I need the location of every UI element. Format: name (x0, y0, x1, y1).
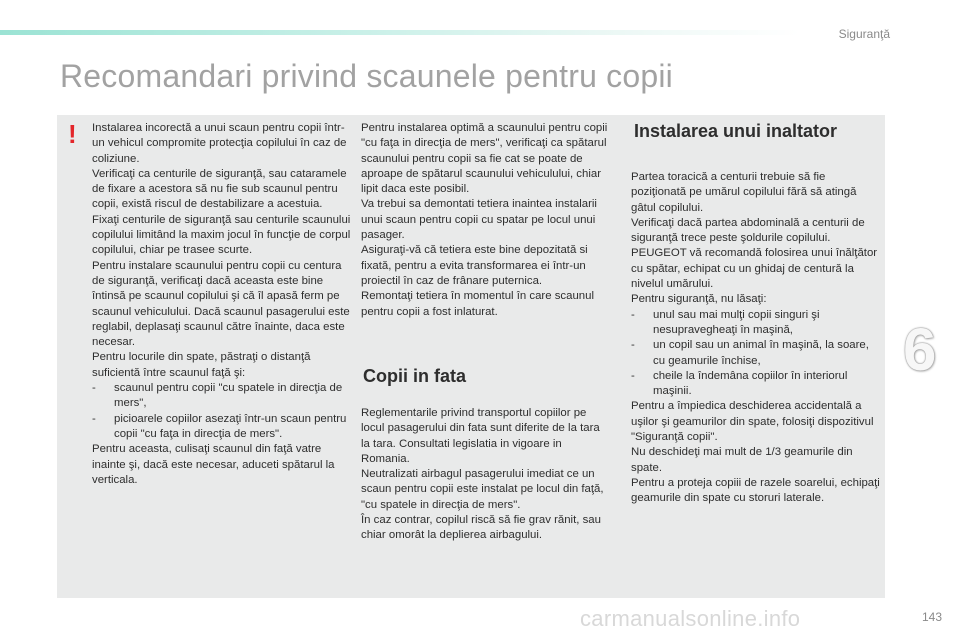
paragraph: Fixaţi centurile de siguranţă sau centurile scaunului copilului limitând la maxim jocul în funcţie de corpul copilului, chiar pe trasee scurte. (92, 213, 351, 257)
list-item: - scaunul pentru copii "cu spatele in direcţia de mers", (92, 382, 343, 410)
page-number: 143 (921, 610, 942, 624)
paragraph: Asiguraţi-vă că tetiera este bine depozitată si fixată, pentru a evita transformarea ei într-un proiectil în caz de frânare puternica. (361, 244, 588, 287)
paragraph: Va trebui sa demontati tetiera inaintea instalarii unui scaun pentru copii cu spatar pe locul unui pasager. (361, 198, 597, 242)
paragraph: Pentru instalarea optimă a scaunului pentru copii "cu faţa in direcţia de mers", verificaţi ca spătarul scaunului pentru copii sa fie cat se poate de aproape de spătarul scaunului vehiculului, chiar lipit daca este posibil. (361, 122, 608, 196)
paragraph: Pentru instalare scaunului pentru copii cu centura de siguranţă, verificaţi dacă aceasta este bine întinsă pe scaunul copilului şi că îl apasă ferm pe scaunul vehiculului. Dacă scaunul pasagerului este reglabil, deplasaţi scaunul către înainte, daca este necesar. (92, 259, 350, 349)
list-item: - picioarele copiilor asezaţi într-un scaun pentru copii "cu faţa in direcţia de mers". (92, 412, 347, 440)
paragraph: Instalarea incorectă a unui scaun pentru copii într-un vehicul compromite protecţia copilului în caz de coliziune. (92, 122, 347, 165)
paragraph: În caz contrar, copilul riscă să fie grav rănit, sau chiar omorât la deplierea airbagului. (361, 514, 601, 542)
list-item: - cheile la îndemâna copiilor în interiorul maşinii. (631, 369, 848, 398)
headrest-column (361, 121, 611, 320)
list-item: - unul sau mai mulţi copii singuri şi nesupravegheaţi în maşină, (631, 308, 820, 336)
section-heading-inaltator: Instalarea unui inaltator (634, 121, 838, 141)
paragraph: Pentru a proteja copiii de razele soarelui, echipaţi geamurile din spate cu storuri laterale. (631, 476, 880, 505)
paragraph: PEUGEOT vă recomandă folosirea unui înălţător cu spătar, echipat cu un ghidaj de centură la nivelul umărului. (631, 247, 878, 291)
paragraph: Pentru locurile din spate, păstraţi o distanţă suficientă între scaunul faţă şi: (92, 351, 311, 379)
paragraph: Reglementarile privind transportul copiilor pe locul pasagerului din fata sunt diferite de la tara la tara. Consultati legislatia in vigoare in Romania. (361, 407, 600, 465)
page-title: Recomandari privind scaunele pentru copii (60, 58, 673, 94)
chapter-number: 6 (903, 316, 937, 383)
paragraph: Partea toracică a centurii trebuie să fie poziţionată pe umărul copilului fără să atingă gâtul copilului. (631, 171, 857, 214)
paragraph: Neutralizati airbagul pasagerului imediat ce un scaun pentru copii este instalat pe locul din faţă, "cu spatele in direcţia de mers". (361, 468, 604, 511)
warning-column (92, 121, 354, 488)
exclamation-icon: ! (68, 119, 77, 149)
watermark: carmanualsonline.info (580, 606, 801, 631)
paragraph: Verificaţi ca centurile de siguranţă, sau cataramele de fixare a acestora să nu fie sub scaunul pentru copii, există riscul de destabilizare a acestuia. (92, 167, 347, 211)
header-accent-bar (0, 30, 800, 35)
booster-column (631, 170, 883, 507)
paragraph: Pentru aceasta, culisaţi scaunul din faţă vatre inainte şi, dacă este necesar, aduceti spătarul la verticala. (92, 443, 335, 486)
paragraph: Nu deschideţi mai mult de 1/3 geamurile din spate. (631, 446, 853, 474)
paragraph: Remontaţi tetiera în momentul în care scaunul pentru copii a fost inlaturat. (361, 290, 594, 318)
section-heading-copii-in-fata: Copii in fata (363, 366, 466, 386)
list-item: - un copil sau un animal în maşină, la soare, cu geamurile închise, (631, 339, 869, 367)
paragraph: Verificaţi dacă partea abdominală a centurii de siguranţă trece peste şoldurile copilului. (631, 216, 865, 245)
front-seat-column (361, 406, 611, 544)
paragraph: Pentru a împiedica deschiderea accidentală a uşilor şi geamurilor din spate, folosiţi dispozitivul "Siguranţă copii". (631, 400, 874, 444)
section-label: Siguranţă (838, 27, 890, 41)
paragraph: Pentru siguranţă, nu lăsaţi: (631, 293, 767, 306)
